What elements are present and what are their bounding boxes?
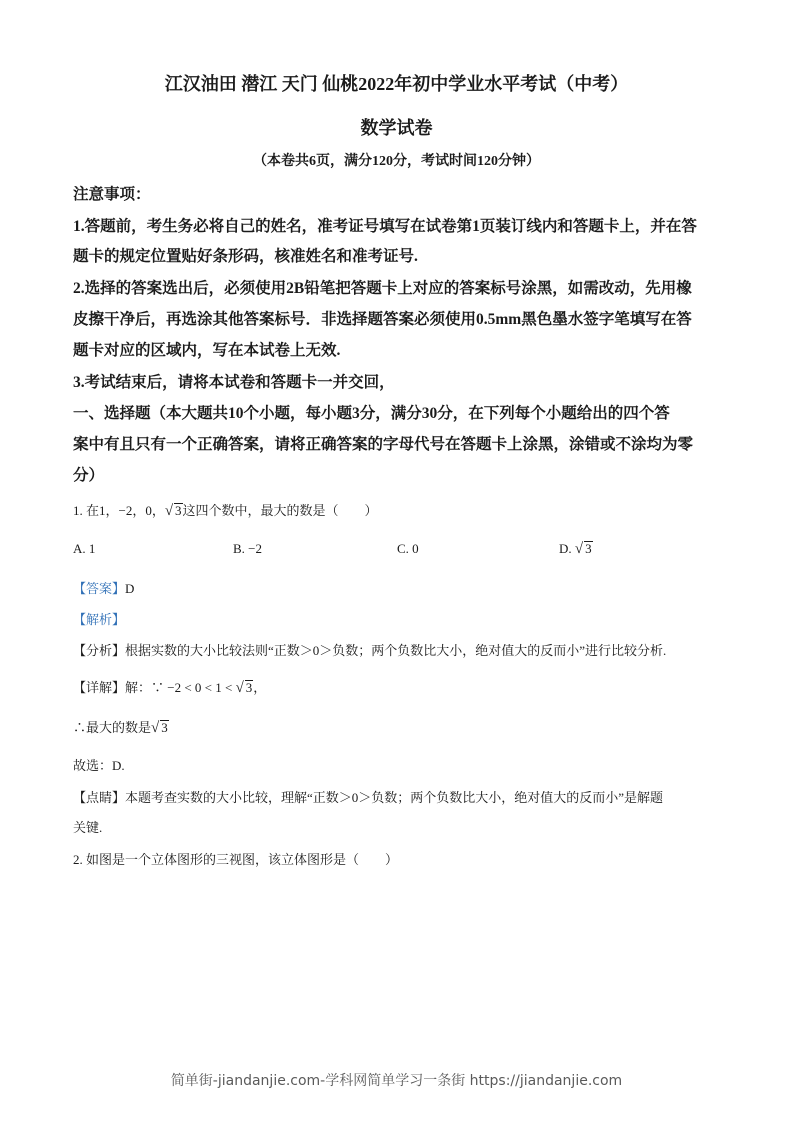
q1-stem-pre: 1. 在1，−2，0，	[73, 503, 165, 518]
q1-option-d-label: D.	[559, 541, 572, 556]
sqrt-icon: √	[235, 680, 244, 696]
q1-conclusion	[73, 717, 169, 737]
sqrt-icon: √	[574, 541, 584, 557]
analysis-label: 【解析】	[73, 612, 126, 627]
note-1-line-1: 1.答题前，考生务必将自己的姓名，准考证号填写在试卷第1页装订线内和答题卡上，并在答	[73, 218, 697, 235]
detail-label: 【详解】	[73, 680, 126, 695]
exam-info: （本卷共6页，满分120分，考试时间120分钟）	[253, 154, 540, 169]
comment-label: 【点睛】	[73, 790, 126, 805]
q1-answer	[73, 578, 134, 597]
fenxi-label: 【分析】	[73, 643, 126, 658]
footer-watermark: 简单街-jiandanjie.com-学科网简单学习一条街 https://jiandanjie.com	[170, 1073, 623, 1089]
note-2-line-2: 皮擦干净后，再选涂其他答案标号．非选择题答案必须使用0.5mm黑色墨水签字笔填写在答	[73, 311, 692, 328]
note-1-line-2: 题卡的规定位置贴好条形码，核准姓名和准考证号.	[73, 248, 418, 265]
q1-option-b: B. −2	[233, 541, 263, 556]
note-3-line-1: 3.考试结束后，请将本试卷和答题卡一并交回，	[73, 374, 395, 391]
fenxi-text: 根据实数的大小比较法则“正数＞0＞负数；两个负数比大小，绝对值大的反而小”进行比较分析.	[125, 643, 667, 658]
conclusion-sqrt-arg: 3	[161, 720, 168, 735]
answer-label: 【答案】	[73, 581, 126, 596]
q1-detail	[73, 677, 266, 697]
notes-heading: 注意事项：	[73, 186, 151, 203]
conclusion-pre: ∴最大的数是	[73, 720, 152, 735]
detail-sqrt-arg: 3	[245, 680, 253, 695]
note-2-line-1: 2.选择的答案选出后，必须使用2B铅笔把答题卡上对应的答案标号涂黑，如需改动，先用橡	[73, 280, 692, 297]
exam-subtitle: 数学试卷	[360, 118, 433, 138]
q1-comment	[73, 787, 663, 806]
answer-value: D	[125, 581, 135, 596]
q1-option-d-arg: 3	[585, 541, 592, 556]
q1-option-d	[559, 541, 593, 558]
q1-stem	[73, 500, 378, 520]
note-2-line-3: 题卡对应的区域内，写在本试卷上无效.	[73, 342, 341, 359]
q1-comment-line-2: 关键.	[73, 820, 103, 835]
q1-option-c: C. 0	[397, 541, 419, 556]
q1-sqrt-arg: 3	[175, 503, 182, 518]
section-heading-line-2: 案中有且只有一个正确答案，请将正确答案的字母代号在答题卡上涂黑，涂错或不涂均为零	[73, 436, 694, 453]
q2-stem: 2. 如图是一个立体图形的三视图，该立体图形是（ ）	[73, 852, 399, 867]
sqrt-icon: √	[164, 503, 174, 519]
section-heading-line-1: 一、选择题（本大题共10个小题，每小题3分，满分30分，在下列每个小题给出的四个答	[73, 405, 670, 422]
q1-fenxi	[73, 640, 666, 659]
exam-title: 江汉油田 潜江 天门 仙桃2022年初中学业水平考试（中考）	[164, 74, 629, 94]
detail-pre: 解：∵ −2 < 0 < 1 <	[125, 680, 236, 695]
detail-post: ，	[253, 680, 267, 695]
q1-choose: 故选：D.	[73, 758, 125, 773]
q1-option-a: A. 1	[73, 541, 96, 556]
comment-line-1: 本题考查实数的大小比较，理解“正数＞0＞负数；两个负数比大小，绝对值大的反而小”是解题	[125, 790, 664, 805]
sqrt-icon: √	[151, 720, 160, 736]
q1-stem-post: 这四个数中，最大的数是（ ）	[182, 503, 378, 518]
section-heading-line-3: 分）	[73, 467, 105, 484]
